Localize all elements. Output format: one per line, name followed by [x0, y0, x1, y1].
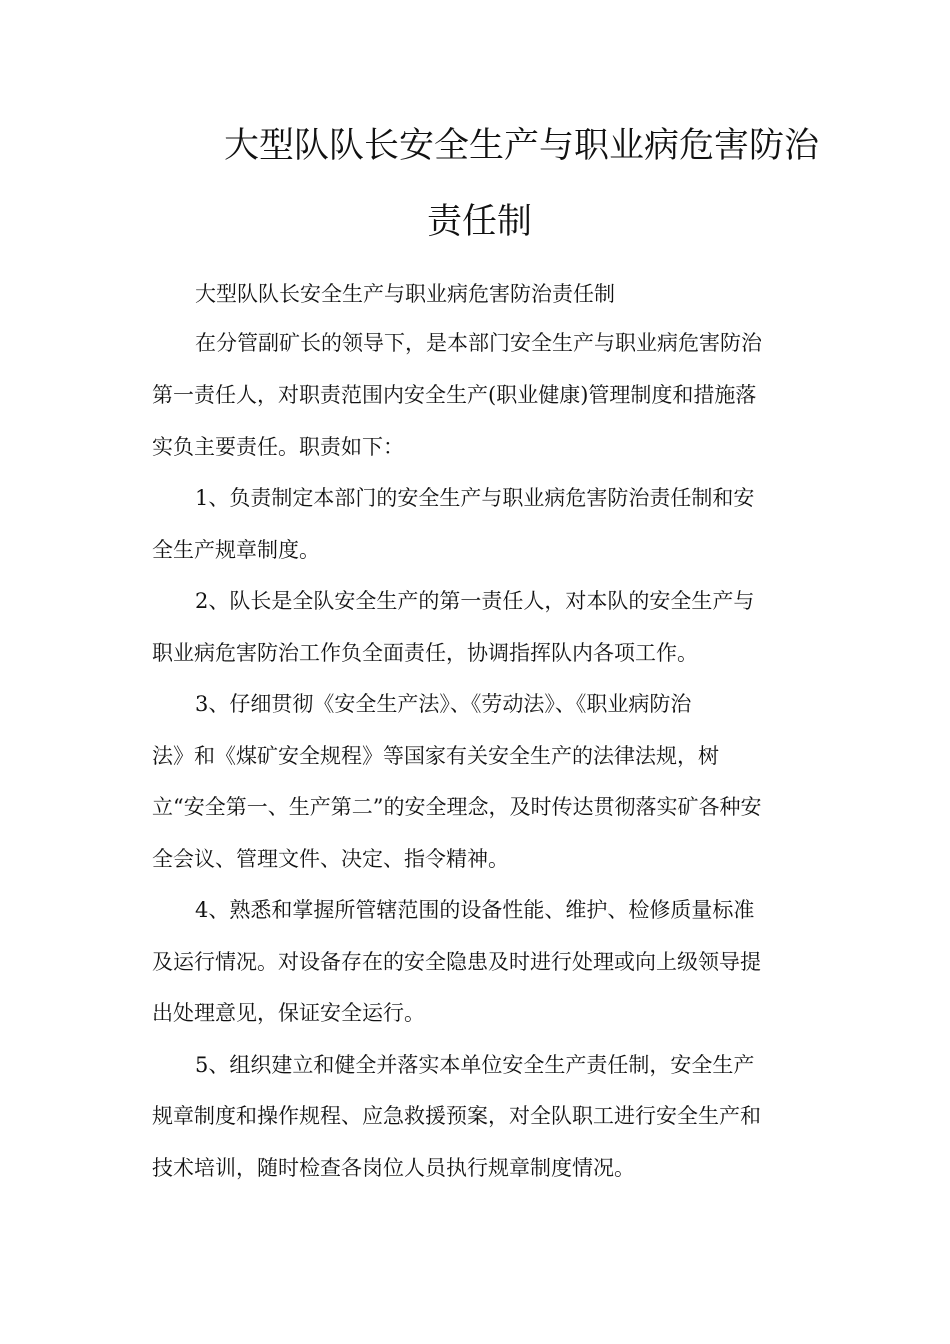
document-subtitle: 大型队队长安全生产与职业病危害防治责任制 [195, 282, 615, 306]
paragraph-item-1-line-1: 1、负责制定本部门的安全生产与职业病危害防治责任制和安 [195, 486, 755, 510]
paragraph-item-5-line-3: 技术培训，随时检查各岗位人员执行规章制度情况。 [152, 1156, 635, 1180]
paragraph-item-4-line-2: 及运行情况。对设备存在的安全隐患及时进行处理或向上级领导提 [152, 950, 761, 974]
paragraph-item-3-line-3: 立“安全第一、生产第二”的安全理念，及时传达贯彻落实矿各种安 [152, 795, 762, 819]
paragraph-item-1-line-2: 全生产规章制度。 [152, 538, 320, 562]
paragraph-item-5-line-1: 5、组织建立和健全并落实本单位安全生产责任制，安全生产 [195, 1053, 755, 1077]
paragraph-intro-line-2: 第一责任人，对职责范围内安全生产(职业健康)管理制度和措施落 [152, 383, 757, 407]
paragraph-item-3-line-1: 3、仔细贯彻《安全生产法》、《劳动法》、《职业病防治 [195, 692, 692, 716]
document-title-line-1: 大型队队长安全生产与职业病危害防治 [224, 126, 820, 166]
paragraph-intro-line-1: 在分管副矿长的领导下，是本部门安全生产与职业病危害防治 [195, 331, 762, 355]
paragraph-item-2-line-2: 职业病危害防治工作负全面责任，协调指挥队内各项工作。 [152, 641, 698, 665]
paragraph-item-3-line-4: 全会议、管理文件、决定、指令精神。 [152, 847, 509, 871]
paragraph-item-4-line-3: 出处理意见，保证安全运行。 [152, 1001, 425, 1025]
paragraph-intro-line-3: 实负主要责任。职责如下： [152, 435, 404, 459]
document-title-line-2: 责任制 [427, 202, 533, 242]
paragraph-item-5-line-2: 规章制度和操作规程、应急救援预案，对全队职工进行安全生产和 [152, 1104, 761, 1128]
paragraph-item-2-line-1: 2、队长是全队安全生产的第一责任人，对本队的安全生产与 [195, 589, 755, 613]
paragraph-item-3-line-2: 法》和《煤矿安全规程》等国家有关安全生产的法律法规，树 [152, 744, 719, 768]
paragraph-item-4-line-1: 4、熟悉和掌握所管辖范围的设备性能、维护、检修质量标准 [195, 898, 755, 922]
